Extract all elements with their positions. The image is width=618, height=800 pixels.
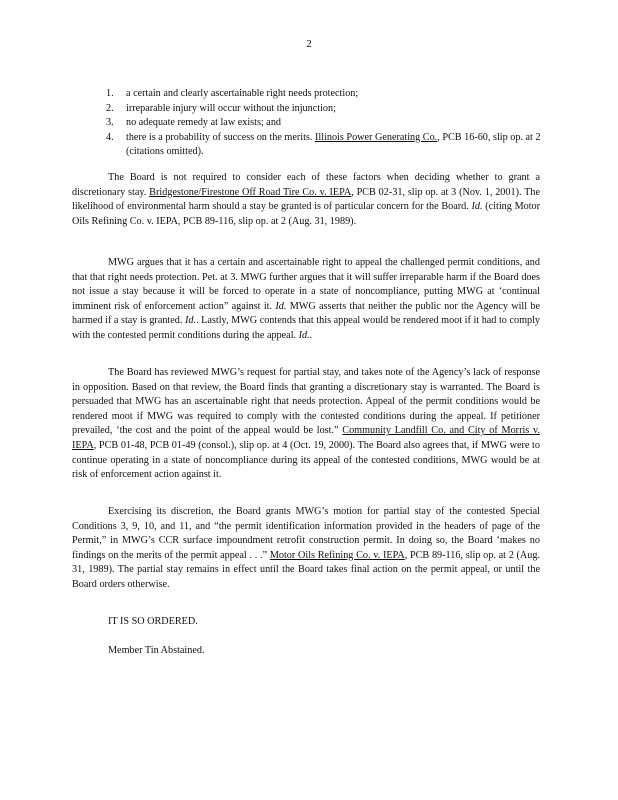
list-text: no adequate remedy at law exists; and (126, 117, 282, 129)
paragraph-text: , PCB 01-48, PCB 01-49 (consol.), slip op. at 4 (Oct. 19, 2000). The Board also agrees that, if MWG were to continue operating in a state of noncompliance during its appeal of the contested conditions, MWG would be at risk of enforcement action against it. (72, 439, 540, 481)
page-number: 2 (306, 38, 312, 50)
list-number: 2. (106, 102, 114, 114)
id-citation: Id. (471, 201, 483, 213)
list-item (106, 87, 546, 102)
list-item (106, 131, 546, 160)
paragraph-board-review (72, 366, 540, 483)
paragraph-text: , PCB 89-116, slip op. at 2 (Aug. 31, 1989). The partial stay remains in effect until the Board takes final action on the permit appeal, or until the Board orders otherwise. (72, 549, 541, 590)
list-number: 1. (106, 88, 114, 99)
id-citation: Id. (185, 315, 197, 327)
member-abstained: Member Tin Abstained. (108, 645, 205, 656)
list-item (106, 102, 546, 117)
list-text: there is a probability of success on the merits. (126, 131, 313, 143)
paragraph-text: . Lastly, MWG contends that this appeal would be rendered moot if it had to comply with the contested permit conditions during the appeal. (72, 315, 541, 341)
list-text: irreparable injury will occur without the injunction; (126, 102, 336, 114)
case-citation: Motor Oils Refining Co. v. IEPA (269, 549, 405, 561)
list-text: , PCB 16-60, slip op. at 2 (citations omitted). (126, 131, 541, 158)
paragraph-mwg-arguments (72, 256, 540, 344)
paragraph-text: . (309, 329, 313, 341)
paragraph-order (72, 505, 540, 593)
id-citation: Id. (298, 329, 310, 341)
paragraph-text: MWG argues that it has a certain and ascertainable right to appeal the challenged permit conditions, and that that right needs protection. Pet. at 3. MWG further argues that it will suffer irreparable harm if the Board does not issue a stay because it will be forced to operate in a state of noncompliance, putting MWG at ‘continual imminent risk of enforcement action” against it. (72, 257, 540, 312)
paragraph-text: The Board is not required to consider each of these factors when deciding whether to grant a discretionary stay. (72, 172, 540, 198)
paragraph-standard (72, 171, 540, 229)
list-number: 3. (106, 117, 114, 129)
list-text: a certain and clearly ascertainable right needs protection; (126, 88, 359, 99)
paragraph-text: MWG asserts that neither the public nor the Agency will be harmed if a stay is granted. (72, 300, 541, 327)
case-citation: Illinois Power Generating Co. (315, 131, 438, 143)
list-number: 4. (106, 131, 114, 143)
case-citation: Bridgestone/Firestone Off Road Tire Co. v. IEPA (149, 186, 352, 198)
list-item (106, 116, 546, 131)
paragraph-text: The Board has reviewed MWG’s request for partial stay, and takes note of the Agency’s lack of response in opposition. Based on that review, the Board finds that granting a discretionary stay is warranted. The Board is persuaded that MWG has an ascertainable right that needs protection. Appeal of the permit conditions would be rendered moot if MWG was required to comply with the contested conditions during the appeal. If petitioner prevailed, ‘the cost and the point of the appeal would be lost.” (72, 367, 540, 437)
paragraph-text: Exercising its discretion, the Board grants MWG’s motion for partial stay of the contested Special Conditions 3, 9, 10, and 11, and “the permit identification information provided in the headers of page of the Permit,” in MWG’s CCR surface impoundment retrofit construction permit. In doing so, the Board ‘makes no findings on the merits of the permit appeal . . .” (72, 506, 540, 561)
case-citation: Community Landfill Co. and City of Morris v. IEPA (72, 425, 540, 451)
paragraph-text: , PCB 02-31, slip op. at 3 (Nov. 1, 2001). The likelihood of environmental harm should a stay be granted is of particular concern for the Board. (72, 186, 541, 213)
stay-factors-list (106, 87, 546, 160)
so-ordered: IT IS SO ORDERED. (108, 616, 198, 627)
id-citation: Id. (275, 300, 287, 312)
paragraph-text: (citing Motor Oils Refining Co. v. IEPA, PCB 89-116, slip op. at 2 (Aug. 31, 1989). (72, 201, 541, 227)
